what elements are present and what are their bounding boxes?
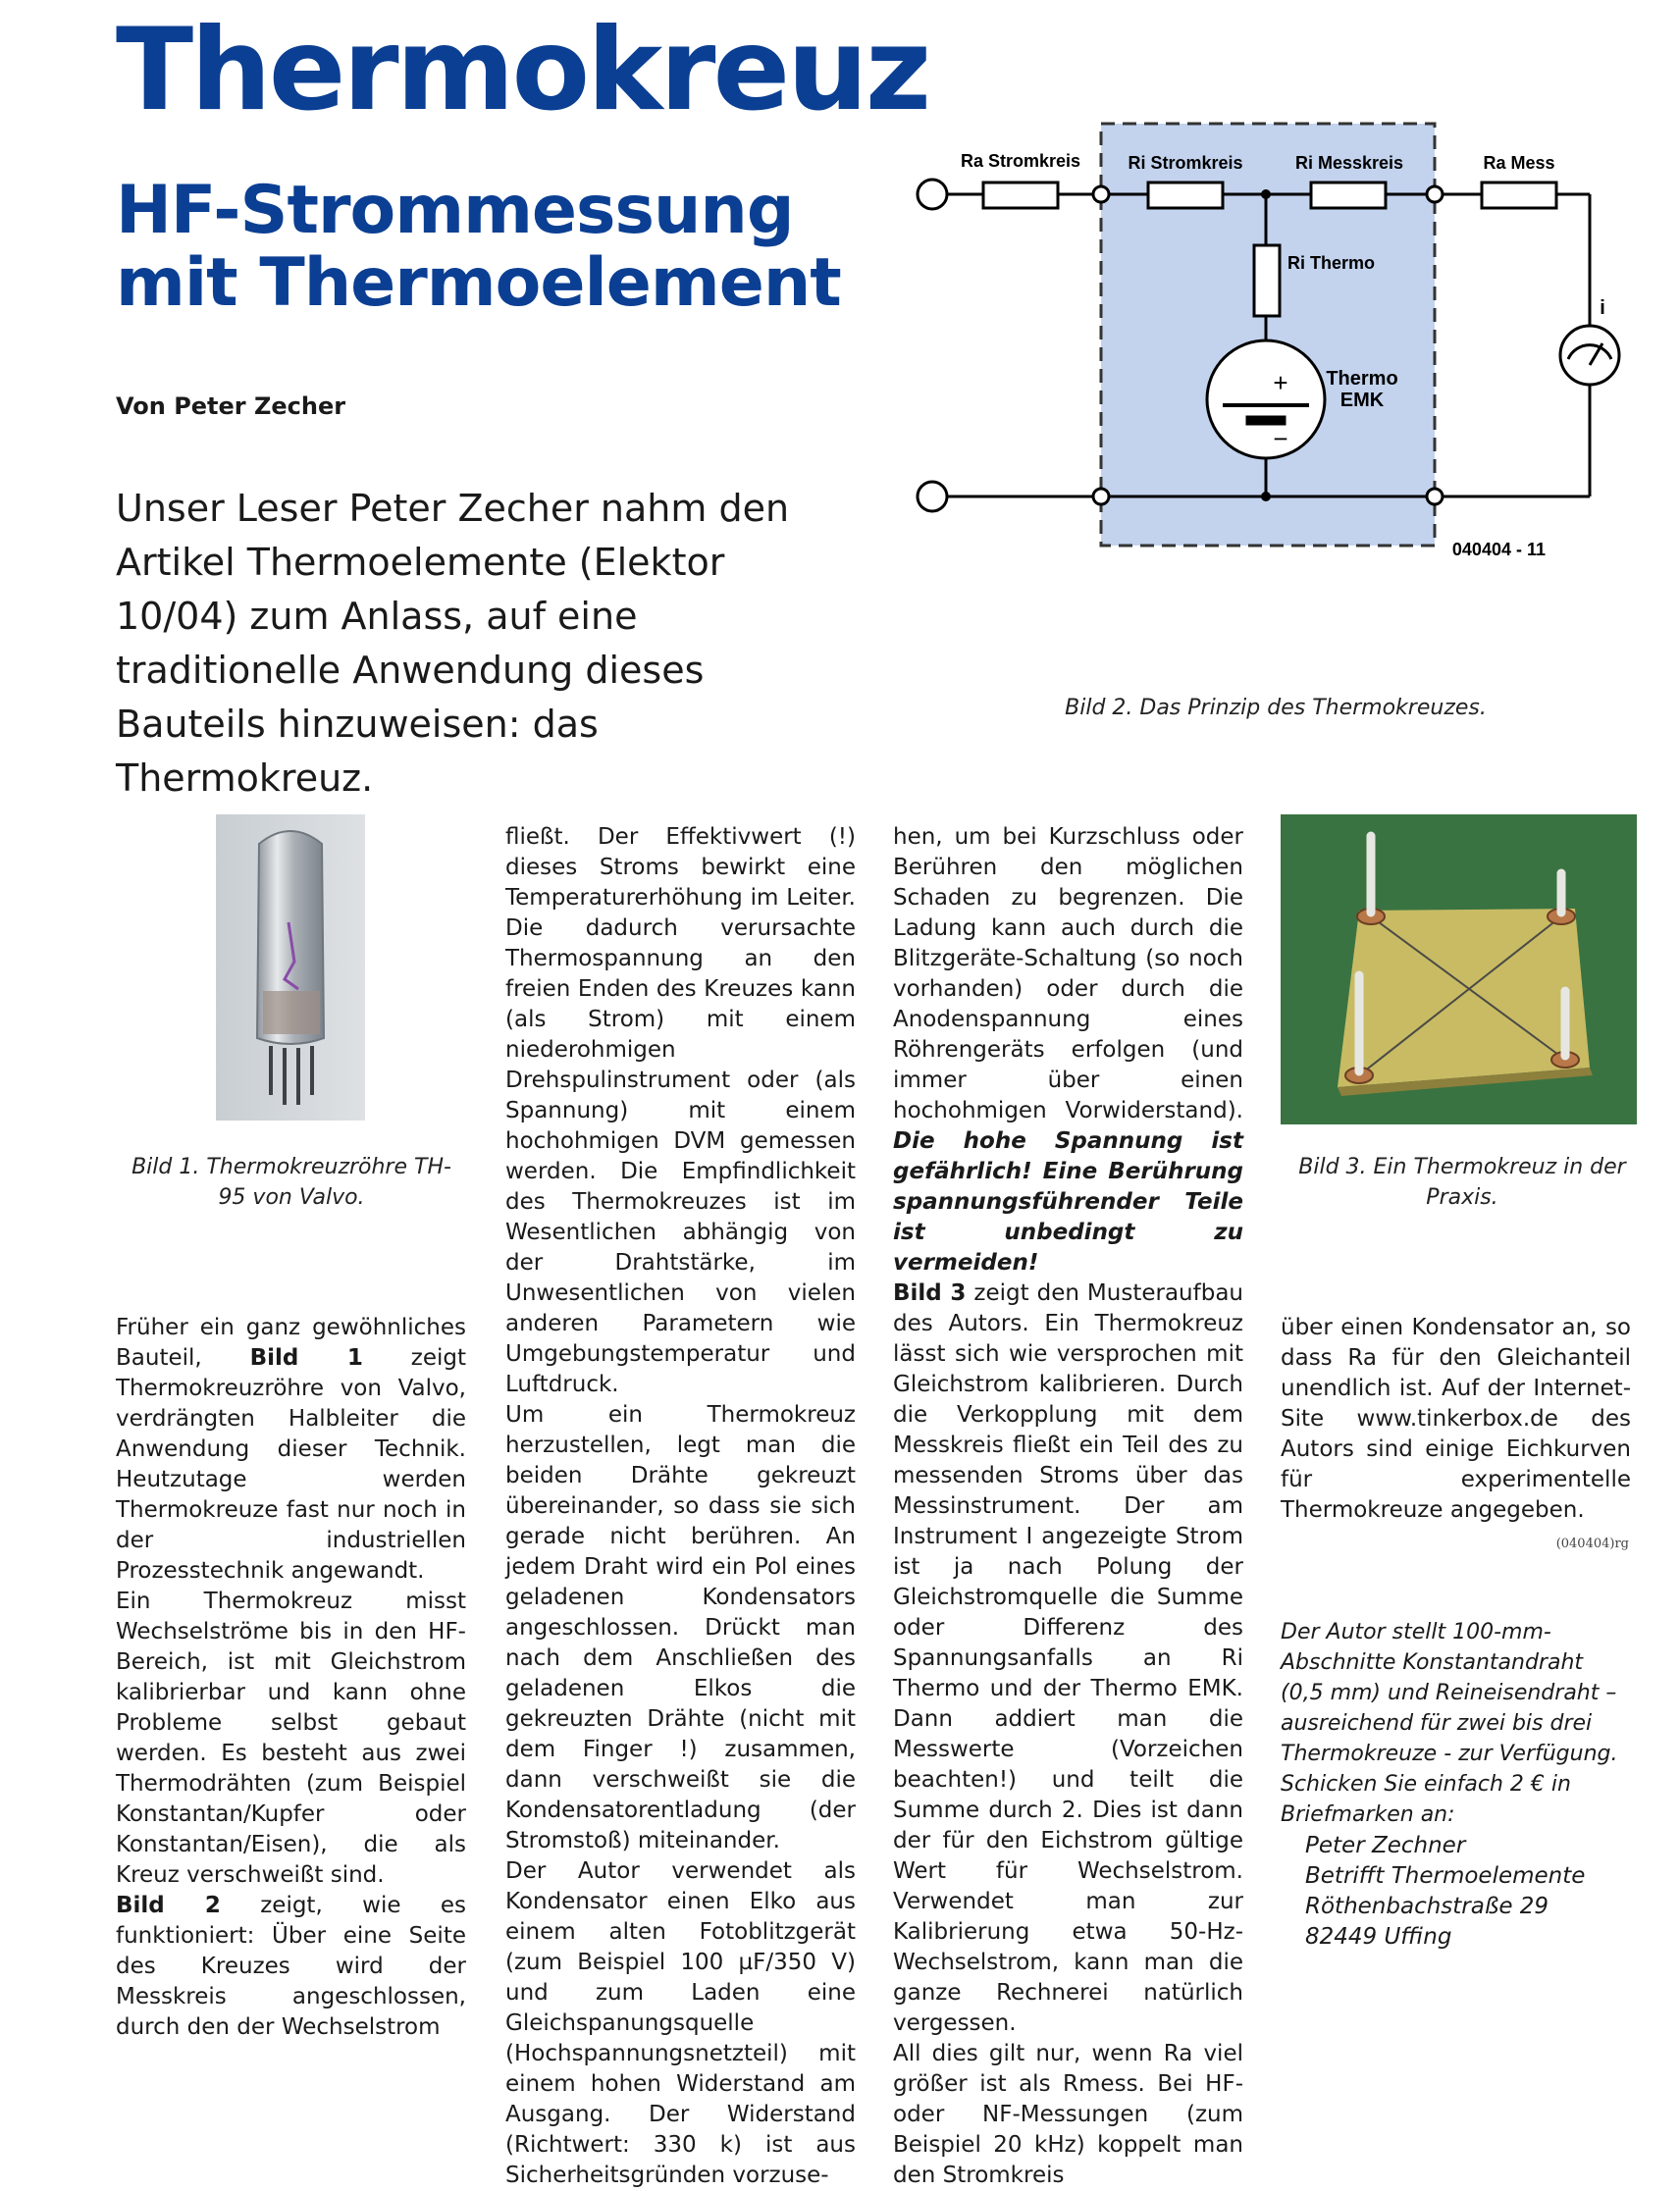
col3-paragraph-2: Bild 3 zeigt den Musteraufbau des Autors. Ein Thermokreuz lässt sich wie versprochen mit Gleichstrom kalibrieren. Durch die Verkopplung mit dem Messkreis fließt ein Teil des zu messenden Stroms über das Messinstrument. Der am Instrument I angezeigte Strom ist ja nach Polung der Gleichstromquelle die Summe oder Differenz des Spannungsanfalls an Ri Thermo und der Thermo EMK. Dann addiert man die Messwerte (Vorzeichen beachten!) und teilt die Summe durch 2. Dies ist dann der für den Eichstrom gültige Wert für Wechselstrom. Verwendet man zur Kalibrierung etwa 50-Hz-Wechselstrom, kann man die ganze Rechnerei natürlich vergessen. [893,1280,1243,2036]
col4-paragraph-1: über einen Kondensator an, so dass Ra für den Gleichanteil unendlich ist. Auf der Internet-Site www.tinkerbox.de des Autors sind einige Eichkurven für experimentelle Thermokreuze angegeben. [1281,1315,1631,1523]
col2-paragraph-1: fließt. Der Effektivwert (!) dieses Stroms bewirkt eine Temperaturerhöhung im Leiter. Die dadurch verursachte Thermospannung an den freien Enden des Kreuzes kann (als Strom) mit einem niederohmigen Drehspulinstrument oder (als Spannung) mit einem hochohmigen DVM gemessen werden. Die Empfindlichkeit des Thermokreuzes ist im Wesentlichen abhängig von der Drahtstärke, im Unwesentlichen von vielen anderen Parametern wie Umgebungstemperatur und Luftdruck. [505,824,856,1397]
author-address [1305,1831,1629,1953]
figure3-caption: Bild 3. Ein Thermokreuz in der Praxis. [1298,1155,1626,1210]
label-meter-i: i [1600,297,1605,319]
address-line-1: Peter Zechner [1305,1833,1466,1858]
author-offer-note: Der Autor stellt 100-mm-Abschnitte Konstantandraht (0,5 mm) und Reineisendraht – ausreichend für zwei bis drei Thermokreuze - zur Verfügung. Schicken Sie einfach 2 € in Briefmarken an: [1281,1620,1618,1827]
byline: Von Peter Zecher [116,392,346,420]
ref-bild-1: Bild 1 [249,1345,363,1371]
safety-warning: Die hohe Spannung ist gefährlich! Eine Berührung spannungsführender Teile ist unbedingt zu vermeiden! [893,1128,1243,1276]
node-1 [1093,186,1109,202]
node-4 [1427,489,1443,504]
terminal-top-left [918,180,947,209]
subtitle [116,172,841,322]
resistor-ri-thermo [1254,245,1280,316]
intro-text: Unser Leser Peter Zecher nahm den Artikel Thermoelemente (Elektor 10/04) zum Anlass, auf eine traditionelle Anwendung dieses Bauteils hinzuweisen: das Thermokreuz. [116,487,790,800]
article-code: (040404)rg [1555,1537,1629,1551]
junction-dot-top [1261,189,1271,199]
col1-paragraph-2: Ein Thermokreuz misst Wechselströme bis in den HF-Bereich, ist mit Gleichstrom kalibrierbar und kann ohne Probleme selbst gebaut werden. Es besteht aus zwei Thermodrähten (zum Beispiel Konstantan/Kupfer oder Konstantan/Eisen), die als Kreuz verschweißt sind. [116,1589,466,1888]
label-minus: − [1273,424,1288,453]
col3-paragraph-3: All dies gilt nur, wenn Ra viel größer ist als Rmess. Bei HF- oder NF-Messungen (zum Beispiel 20 kHz) koppelt man den Stromkreis [893,2041,1243,2188]
node-2 [1427,186,1443,202]
col3-paragraph-1: hen, um bei Kurzschluss oder Berühren den möglichen Schaden zu begrenzen. Die Ladung kann auch durch die Blitzgeräte-Schaltung (so noch vorhanden) oder durch die Anodenspannung eines Röhrengeräts erfolgen (und immer über einen hochohmigen Vorwiderstand). Die hohe Spannung ist gefährlich! Eine Berührung spannungsführender Teile ist unbedingt zu vermeiden! [893,824,1243,1276]
resistor-ra-mess [1482,183,1556,208]
label-thermo: Thermo [1326,368,1398,390]
label-ra-mess: Ra Mess [1483,153,1555,173]
label-plus: + [1273,368,1288,397]
label-ri-stromkreis: Ri Stromkreis [1128,153,1243,173]
node-3 [1093,489,1109,504]
subtitle-line-2: mit Thermoelement [116,244,841,322]
column-1 [116,1313,466,2043]
col2-paragraph-2: Um ein Thermokreuz herzustellen, legt man die beiden Drähte gekreuzt übereinander, so dass sie sich gerade nicht berühren. An jedem Draht wird ein Pol eines geladenen Kondensators angeschlossen. Drückt man nach dem Anschließen des geladenen Elkos die gekreuzten Drähte (nicht mit dem Finger !) zusammen, dann verschweißt sie die Kondensatorentladung (der Stromstoß) miteinander. [505,1402,856,1853]
emk-source [1207,340,1325,458]
figure2-caption: Bild 2. Das Prinzip des Thermokreuzes. [1065,696,1487,720]
address-line-2: Betrifft Thermoelemente [1305,1863,1586,1889]
terminal-bottom-left [918,482,947,511]
ref-bild-3: Bild 3 [893,1280,967,1306]
col1-paragraph-3: Bild 2 zeigt, wie es funktioniert: Über eine Seite des Kreuzes wird der Messkreis angeschlossen, durch den der Wechselstrom [116,1893,466,2040]
col1-paragraph-1: Früher ein ganz gewöhnliches Bauteil, Bild 1 zeigt Thermokreuzröhre von Valvo, verdrängten Halbleiter die Anwendung dieser Technik. Heutzutage werden Thermokreuze fast nur noch in der industriellen Prozesstechnik angewandt. [116,1315,466,1584]
circuit-diagram [903,108,1649,569]
junction-dot-bottom [1261,492,1271,501]
address-line-3: Röthenbachstraße 29 [1305,1894,1549,1919]
figure1-caption: Bild 1. Thermokreuzröhre TH-95 von Valvo. [131,1155,451,1210]
ref-bild-2: Bild 2 [116,1893,221,1918]
resistor-ra-stromkreis [983,183,1058,208]
label-ri-messkreis: Ri Messkreis [1294,153,1404,173]
column-3 [893,822,1243,2191]
figure-code: 040404 - 11 [1451,540,1546,559]
page-title: Thermokreuz [116,4,929,136]
tube-photo [216,814,365,1121]
label-emk: EMK [1339,390,1385,411]
resistor-ri-stromkreis [1148,183,1223,208]
subtitle-line-1: HF-Strommessung [116,172,794,249]
thermocross-board-photo [1281,814,1637,1124]
col2-paragraph-3: Der Autor verwendet als Kondensator einen Elko aus einem alten Fotoblitzgerät (zum Beispiel 100 µF/350 V) und zum Laden eine Gleichspanungsquelle (Hochspannungsnetzteil) mit einem hohen Widerstand am Ausgang. Der Widerstand (Richtwert: 330 k) ist aus Sicherheitsgründen vorzuse- [505,1858,856,2188]
column-4 [1281,1313,1631,1526]
label-ri-thermo: Ri Thermo [1287,253,1376,273]
label-ra-stromkreis: Ra Stromkreis [960,151,1081,171]
column-2 [505,822,856,2191]
address-line-4: 82449 Uffing [1305,1924,1452,1950]
resistor-ri-messkreis [1311,183,1386,208]
